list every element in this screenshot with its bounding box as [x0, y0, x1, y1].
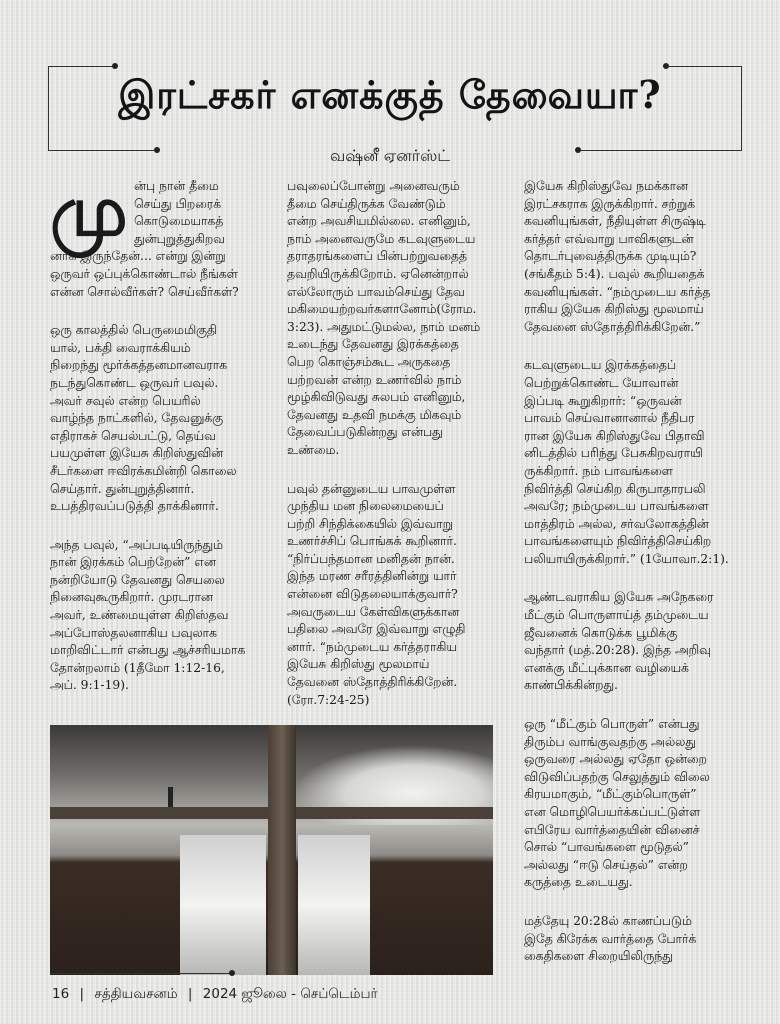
text-line: எபிரேய வார்த்தையின் வினைச் — [524, 822, 700, 837]
paragraph — [524, 357, 756, 568]
paragraph — [524, 589, 756, 695]
text-line: சொல் “பாவங்களை மூடுதல்” — [524, 840, 689, 855]
text-line: இந்த மரண சரீரத்தினின்று யார் — [287, 569, 457, 584]
text-line: எல்லோரும் பாவம்செய்து தேவ — [287, 284, 465, 299]
text-line: இரட்சகராக இருக்கிறார். சற்றுக் — [524, 196, 695, 211]
text-line: அவர் சவுல் என்ற பெயரில் — [50, 393, 201, 408]
text-line: நாம் அனைவருமே கடவுளுடைய — [287, 231, 476, 246]
text-line: உண்மை. — [287, 442, 340, 457]
text-line: மகிமையற்றவர்களானோம்(ரோம. — [287, 302, 477, 317]
text-line: ஜீவனைக் கொடுக்க பூமிக்கு — [524, 625, 678, 640]
article-author: வஷ்னீ ஏனர்ஸ்ட் — [329, 146, 451, 165]
text-line: பவுல் தன்னுடைய பாவமுள்ள — [287, 481, 456, 496]
text-line: தொடர்புவைத்திருக்க முடியும்? — [524, 249, 697, 264]
text-line: நன்றியோடு தேவனது செயலை — [50, 572, 225, 587]
text-line: தவறியிருக்கிறோம். ஏனென்றால் — [287, 266, 469, 281]
text-line: ன்பு நான் தீமை — [134, 179, 219, 193]
text-line: னிடத்தில் பரிந்து பேசுகிறவராயி — [524, 446, 703, 461]
text-line: கிரயமாகும், “மீட்கும்பொருள்” — [524, 787, 697, 802]
text-line: கவனியுங்கள், நீதியுள்ள சிருஷ்டி — [524, 214, 706, 229]
text-line: னாக இருந்தேன்... என்று இன்று — [50, 249, 226, 264]
text-line: தேவைப்படுகின்றது என்பது — [287, 425, 443, 440]
image-underline — [50, 973, 232, 974]
text-line: அல்லது “ஈடு செய்தல்” என்ற — [524, 857, 688, 872]
text-line: யற்றவன் என்ற உணர்வில் நாம் — [287, 372, 462, 387]
text-line: பவுலைப்போன்று அனைவரும் — [287, 179, 460, 193]
text-line: ஒரு “மீட்கும் பொருள்” என்பது — [524, 717, 700, 732]
person-silhouette — [168, 787, 173, 807]
text-line: உடைந்து தேவனது இரக்கத்தை — [287, 337, 459, 352]
text-line: என்னை விடுதலையாக்குவார்? — [287, 587, 458, 602]
text-line: தேவனை ஸ்தோத்திரிக்கிறேன்.” — [524, 319, 701, 334]
text-line: (சங்கீதம் 5:4). பவுல் கூறியதைக் — [524, 266, 705, 281]
magazine-name: சத்தியவசனம் — [94, 986, 178, 1002]
text-line: செய்து பிறரைக் — [134, 196, 221, 211]
paragraph — [524, 716, 756, 892]
text-line: ரான இயேசு கிறிஸ்துவே பிதாவி — [524, 428, 705, 443]
text-line: பாவங்களையும் நிவிர்த்திசெய்கிற — [524, 534, 712, 549]
text-line: “நிர்ப்பந்தமான மனிதன் நான். — [287, 551, 455, 566]
text-line: கடவுளுடைய இரக்கத்தைப் — [524, 358, 677, 373]
text-line: மூழ்கிவிடுவது சுலபம் எனினும், — [287, 390, 466, 405]
paragraph — [287, 178, 512, 460]
text-line: காண்பிக்கின்றது. — [524, 678, 618, 693]
page-footer — [52, 986, 384, 1004]
paragraph — [524, 178, 756, 336]
text-line: தீமை செய்திருக்க வேண்டும் — [287, 196, 446, 211]
text-line: பலியாயிருக்கிறார்.” (1யோவா.2:1). — [524, 551, 729, 566]
text-line: எனக்கு மீட்புக்கான வழியைக் — [524, 660, 689, 675]
text-line: மாத்திரம் அல்ல, சர்வலோகத்தின் — [524, 516, 709, 531]
drop-cap: மு — [50, 169, 128, 252]
text-column-3 — [524, 178, 756, 987]
text-line: நடந்துகொண்ட ஒருவர் பவுல். — [50, 375, 219, 390]
bracket-dot — [112, 63, 118, 69]
text-line: தேவனை ஸ்தோத்திரிக்கிறேன். — [287, 675, 458, 690]
text-line: பதிலை அவரே இவ்வாறு எழுதி — [287, 622, 466, 637]
text-line: கருத்தை உடையது. — [524, 875, 633, 890]
text-line: னார். “நம்முடைய கர்த்தராகிய — [287, 639, 457, 654]
sky-gap — [298, 835, 370, 975]
text-line: நிவிர்த்தி செய்கிற கிருபாதாரபலி — [524, 481, 706, 496]
text-line: தராதரங்களைப் பின்பற்றுவதைத் — [287, 249, 467, 264]
text-line: அந்த பவுல், “அப்படியிருந்தும் — [50, 537, 223, 552]
text-column-2 — [287, 178, 512, 730]
text-line: கைதிகளை சிறையிலிருந்து — [524, 949, 673, 964]
text-line: பாவம் செய்வானானால் நீதிபர — [524, 411, 695, 426]
text-line: பயமுள்ள இயேசு கிறிஸ்துவின் — [50, 446, 224, 461]
text-line: ஒரு காலத்தில் பெருமைமிகுதி — [50, 323, 217, 338]
text-line: உணர்ச்சிப் பொங்கக் கூறினார். — [287, 534, 457, 549]
text-line: இதே கிரேக்க வார்த்தை போர்க் — [524, 931, 697, 946]
text-line: திரும்ப வாங்குவதற்கு அல்லது — [524, 734, 696, 749]
text-line: சீடர்களை ஈவிரக்கமின்றி கொலை — [50, 463, 237, 478]
text-line: முந்திய மன நிலைமையைப் — [287, 499, 444, 514]
text-line: நிறைந்து மூர்க்கத்தனமானவராக — [50, 358, 228, 373]
text-line: ஒருவர் ஒப்புக்கொண்டால் நீங்கள் — [50, 266, 238, 281]
text-line: இயேசு கிறிஸ்துவே நமக்கான — [524, 179, 688, 193]
text-line: என்ன சொல்வீர்கள்? செய்வீர்கள்? — [50, 284, 239, 299]
text-column-1 — [50, 169, 278, 716]
text-line: (ரோ.7:24-25) — [287, 692, 370, 707]
text-line: ராகிய இயேசு கிறிஸ்து மூலமாய் — [524, 302, 704, 317]
text-line: நினைவுகூருகிறார். முரடரான — [50, 590, 213, 605]
text-line: வந்தார் (மத்.20:28). இந்த அறிவு — [524, 643, 711, 658]
paragraph — [524, 913, 756, 966]
text-line: மாறிவிட்டார் என்பது ஆச்சரியமாக — [50, 643, 246, 658]
paragraph — [287, 481, 512, 710]
text-line: அப்போஸ்தலனாகிய பவுலாக — [50, 625, 217, 640]
text-line: அவர், உண்மையுள்ள கிறிஸ்தவ — [50, 608, 229, 623]
page-number: 16 — [52, 986, 70, 1002]
text-line: பெற்றுக்கொண்ட யோவான் — [524, 375, 679, 390]
text-line: பற்றி சிந்திக்கையில் இவ்வாறு — [287, 516, 453, 531]
text-line: அப். 9:1-19). — [50, 678, 129, 693]
text-line: ஆண்டவராகிய இயேசு அநேகரை — [524, 590, 714, 605]
text-line: இப்படி கூறுகிறார்: “ஒருவன் — [524, 393, 682, 408]
cross-cliff-image — [50, 725, 493, 975]
text-line: எதிராகச் செயல்பட்டு, தெய்வ — [50, 428, 216, 443]
text-line: துன்புறுத்துகிறவ — [134, 231, 225, 246]
text-line: அவரே; நம்முடைய பாவங்களை — [524, 499, 709, 514]
text-line: ருக்கிறார். நம் பாவங்களை — [524, 463, 673, 478]
footer-separator: | — [187, 986, 193, 1002]
sky-gap — [180, 835, 266, 975]
text-line: தோன்றலாம் (1தீமோ 1:12-16, — [50, 660, 225, 675]
text-line: ஒருவரை அல்லது ஏதோ ஒன்றை — [524, 752, 707, 767]
text-line: பெற கொஞ்சம்கூட அருகதை — [287, 354, 451, 369]
bracket-dot — [663, 63, 669, 69]
text-line: மீட்கும் பொருளாய்த் தம்முடைய — [524, 608, 709, 623]
issue-date: 2024 ஜூலை - செப்டெம்பர் — [202, 986, 378, 1002]
paragraph — [50, 537, 278, 695]
article-title: இரட்சகர் எனக்குத் தேவையா? — [118, 72, 662, 117]
text-line: என மொழிபெயர்க்கப்பட்டுள்ள — [524, 805, 701, 819]
paragraph — [50, 322, 278, 516]
text-line: வாழ்ந்த நாட்களில், தேவனுக்கு — [50, 411, 223, 426]
text-line: தேவனது உதவி நமக்கு மிகவும் — [287, 407, 462, 422]
text-line: உபத்திரவப்படுத்தி தாக்கினார். — [50, 499, 219, 514]
footer-separator: | — [79, 986, 85, 1002]
text-line: கொடுமையாகத் — [134, 214, 224, 229]
text-line: 3:23). அதுமட்டுமல்ல, நாம் மனம் — [287, 319, 481, 334]
text-line: நான் இரக்கம் பெற்றேன்” என — [50, 555, 216, 570]
text-line: கவனியுங்கள். “நம்முடைய கர்த்த — [524, 284, 711, 299]
text-line: என்ற அவசியமில்லை. எனினும், — [287, 214, 471, 229]
text-line: மத்தேயு 20:28ல் காணப்படும் — [524, 913, 692, 928]
text-line: யால், பக்தி வைராக்கியம் — [50, 340, 191, 355]
text-line: இயேசு கிறிஸ்து மூலமாய் — [287, 657, 430, 672]
image-dot — [229, 970, 235, 976]
cross-shape — [268, 725, 296, 975]
text-line: அவருடைய கேள்விகளுக்கான — [287, 604, 460, 619]
text-line: செய்தார். துன்புறுத்தினார். — [50, 481, 195, 496]
text-line: விடுவிப்பதற்கு செலுத்தும் விலை — [524, 769, 710, 784]
text-line: கர்த்தர் எவ்வாறு பாவிகளுடன் — [524, 231, 694, 246]
